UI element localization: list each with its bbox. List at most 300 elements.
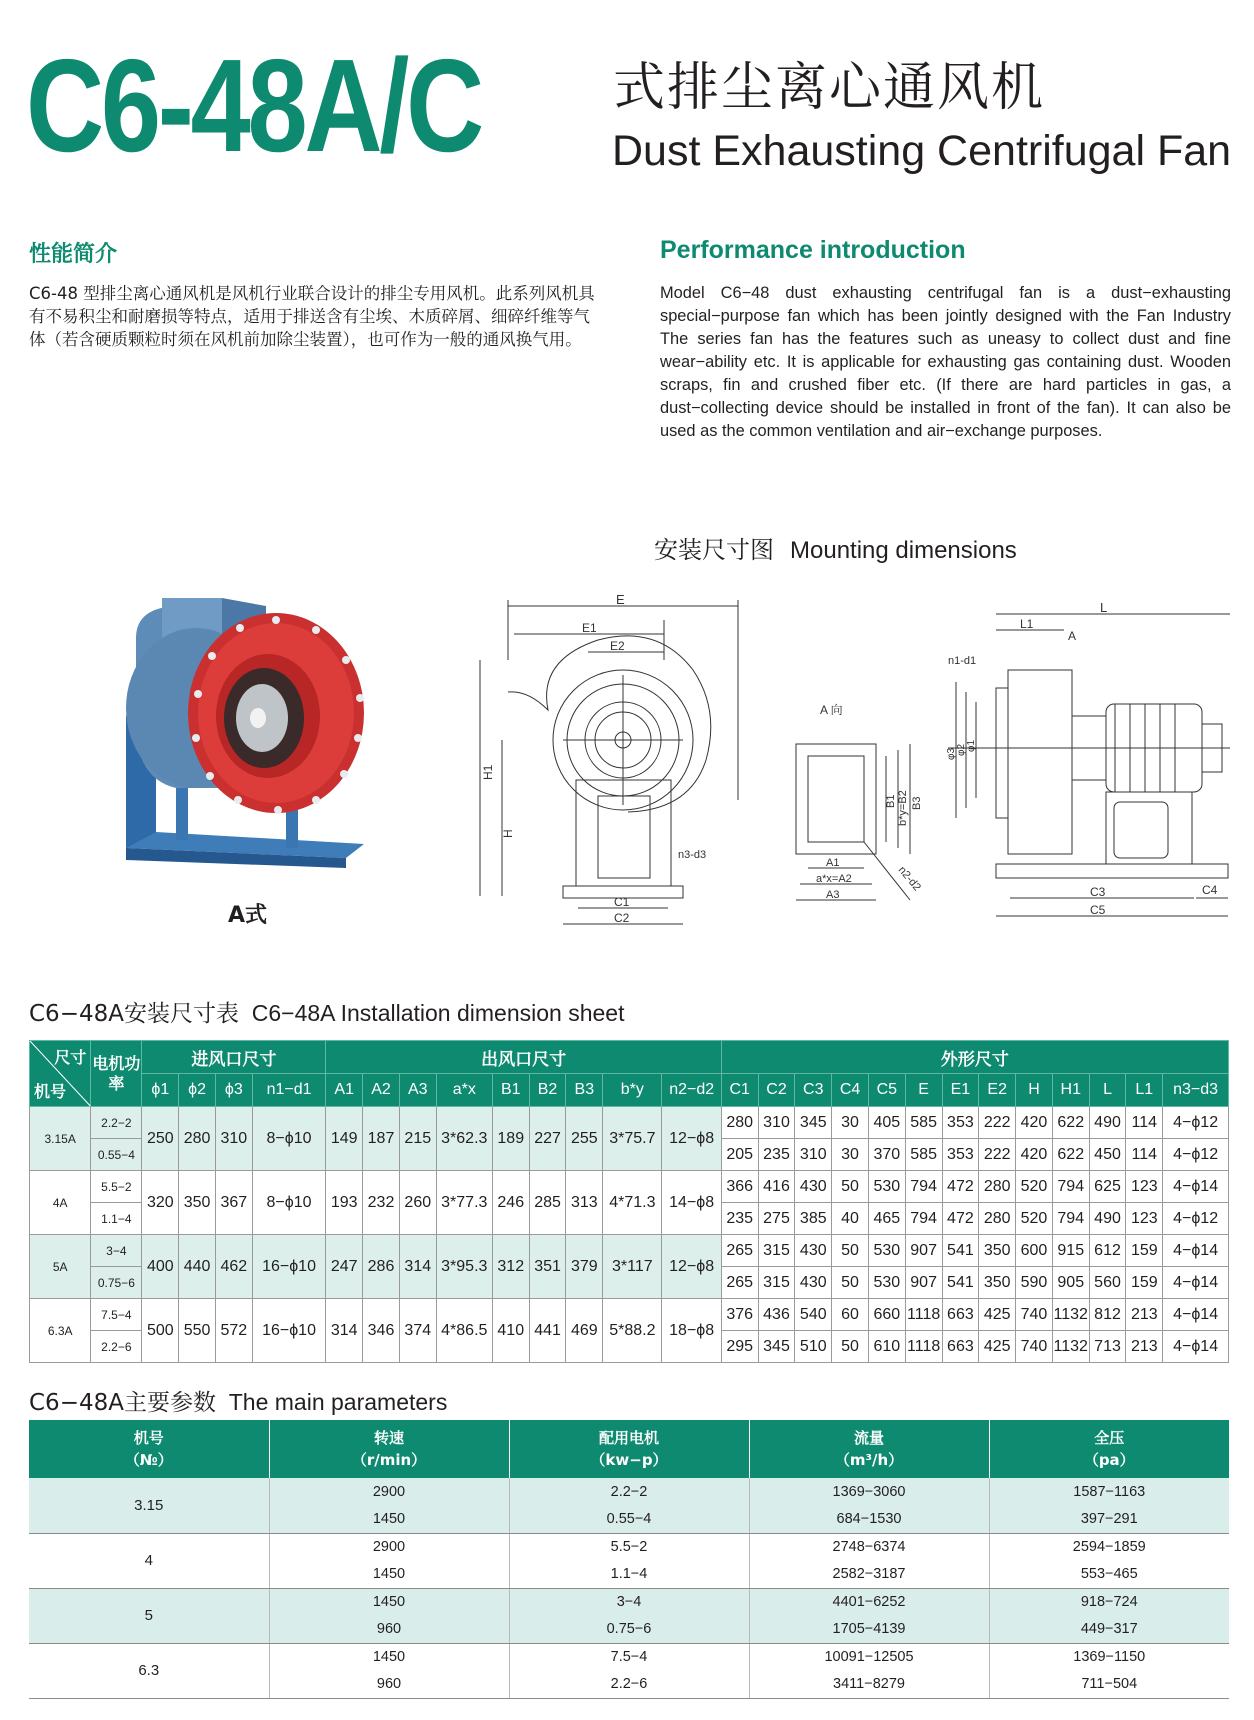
main-params-title-cn: C6−48A主要参数	[29, 1390, 216, 1416]
outlet-cell: 246	[492, 1171, 529, 1235]
outlet-cell: 374	[399, 1299, 436, 1363]
outline-cell: 50	[832, 1331, 869, 1363]
outline-cell: 50	[832, 1267, 869, 1299]
inlet-cell: 462	[215, 1235, 252, 1299]
params-cell: 1369−1150	[1073, 1649, 1146, 1665]
inlet-col-header: ϕ1	[142, 1074, 179, 1107]
params-col-header	[509, 1420, 749, 1478]
side-view-drawing	[940, 600, 1235, 930]
title-english: Dust Exhausting Centrifugal Fan	[612, 127, 1232, 175]
outline-cell: 612	[1089, 1235, 1126, 1267]
outline-cell: 585	[905, 1139, 942, 1171]
inlet-cell: 400	[142, 1235, 179, 1299]
outline-cell: 713	[1089, 1331, 1126, 1363]
params-cell: 2900	[269, 1478, 509, 1506]
outlet-cell: 351	[529, 1235, 566, 1299]
outline-cell: 530	[868, 1267, 905, 1299]
params-cell: 10091−12505	[749, 1643, 989, 1671]
outline-cell: 794	[1052, 1171, 1089, 1203]
outline-cell: 490	[1089, 1107, 1126, 1139]
outlet-cell: 260	[399, 1171, 436, 1235]
params-cell: 960	[269, 1671, 509, 1699]
model-cell: 5A	[30, 1235, 91, 1299]
table-row	[30, 1299, 1229, 1331]
outline-cell: 222	[979, 1107, 1016, 1139]
outline-cell: 310	[795, 1139, 832, 1171]
outline-cell: 520	[1016, 1171, 1053, 1203]
outline-cell: 420	[1016, 1107, 1053, 1139]
outline-cell: 465	[868, 1203, 905, 1235]
params-cell: 1450	[269, 1643, 509, 1671]
inlet-cell: 440	[179, 1235, 216, 1299]
outline-cell: 430	[795, 1267, 832, 1299]
main-params-title	[29, 1384, 447, 1417]
outlet-cell: 3*95.3	[436, 1235, 492, 1299]
outline-col-header: H1	[1052, 1074, 1089, 1107]
table-row	[29, 1643, 1229, 1671]
params-cell: 4401−6252	[749, 1588, 989, 1616]
label-e1: E1	[582, 621, 597, 635]
outline-cell: 472	[942, 1171, 979, 1203]
outlet-cell: 14−ϕ8	[662, 1171, 721, 1235]
params-col-header-unit: （pa）	[1083, 1451, 1135, 1469]
outlet-cell: 149	[326, 1107, 363, 1171]
intro-text-cn: C6-48 型排尘离心通风机是风机行业联合设计的排尘专用风机。此系列风机具有不易积尘和耐磨损等特点，适用于排送含有尘埃、木质碎屑、细碎纤维等气体（若含硬质颗粒时须在风机前加除尘装置），也可作为一般的通风换气用。	[29, 284, 595, 349]
outline-cell: 425	[979, 1299, 1016, 1331]
outline-cell: 4−ϕ14	[1163, 1171, 1229, 1203]
outline-cell: 430	[795, 1235, 832, 1267]
outlet-col-header: B1	[492, 1074, 529, 1107]
label-arrow-a: A	[1068, 629, 1077, 643]
outlet-cell: 3*62.3	[436, 1107, 492, 1171]
params-model-cell: 5	[29, 1588, 269, 1643]
mounting-title-cn: 安装尺寸图	[654, 536, 774, 564]
outline-cell: 280	[979, 1171, 1016, 1203]
inlet-cell: 8−ϕ10	[252, 1107, 326, 1171]
outline-cell: 1132	[1052, 1299, 1089, 1331]
outline-cell: 610	[868, 1331, 905, 1363]
outlet-col-header: b*y	[603, 1074, 662, 1107]
params-cell: 1.1−4	[509, 1561, 749, 1589]
intro-text-en: Model C6−48 dust exhausting centrifugal fan is a dust−exhausting special−purpose fan which has been jointly designed with the Fan Industry The series fan has the features such as uneasy to collect dust and fine wear−ability etc. It is applicable for exhausting gas containing dust. Wooden scraps, fin and crushed fiber etc. (If there are hard particles in gas, a dust−collecting device should be installed in front of the fan). It can also be used as the common ventilation and air−exchange purposes.	[660, 284, 1231, 440]
label-c5: C5	[1090, 903, 1106, 917]
params-cell: 2594−1859	[1072, 1539, 1146, 1555]
outlet-cell: 215	[399, 1107, 436, 1171]
outlet-cell: 18−ϕ8	[662, 1299, 721, 1363]
outline-cell: 4−ϕ12	[1163, 1203, 1229, 1235]
label-phi3: φ3	[946, 747, 957, 760]
model-title: C6-48A/C	[26, 32, 481, 179]
outlet-cell: 312	[492, 1235, 529, 1299]
dimension-sheet-title-en: C6−48A Installation dimension sheet	[251, 1000, 625, 1026]
params-cell: 397−291	[989, 1506, 1229, 1534]
params-cell: 2582−3187	[749, 1561, 989, 1589]
power-cell: 3−4	[91, 1235, 142, 1267]
params-cell: 2.2−6	[509, 1671, 749, 1699]
outline-col-header: C1	[721, 1074, 758, 1107]
inlet-cell: 8−ϕ10	[252, 1171, 326, 1235]
intro-heading-cn: 性能简介	[29, 242, 118, 267]
params-cell: 2900	[269, 1533, 509, 1561]
params-col-header-cn: 配用电机	[598, 1429, 659, 1447]
title-chinese: 式排尘离心通风机	[613, 58, 1046, 118]
inlet-cell: 250	[142, 1107, 179, 1171]
inlet-cell: 550	[179, 1299, 216, 1363]
inlet-cell: 500	[142, 1299, 179, 1363]
outline-cell: 353	[942, 1139, 979, 1171]
dimension-sheet-title-cn: C6−48A安装尺寸表	[29, 1001, 239, 1027]
params-cell: 5.5−2	[509, 1533, 749, 1561]
outline-cell: 50	[832, 1235, 869, 1267]
outline-cell: 213	[1126, 1299, 1163, 1331]
outline-cell: 123	[1126, 1171, 1163, 1203]
power-cell: 0.55−4	[91, 1139, 142, 1171]
inlet-col-header: n1−d1	[252, 1074, 326, 1107]
outline-col-header: E1	[942, 1074, 979, 1107]
outline-cell: 585	[905, 1107, 942, 1139]
table-row	[29, 1533, 1229, 1561]
outline-cell: 740	[1016, 1331, 1053, 1363]
label-n1d1: n1-d1	[948, 655, 977, 667]
params-model-cell: 6.3	[29, 1643, 269, 1698]
outline-cell: 310	[758, 1107, 795, 1139]
outline-cell: 114	[1126, 1139, 1163, 1171]
outline-cell: 905	[1052, 1267, 1089, 1299]
table-row	[29, 1478, 1229, 1506]
motor-power-header: 电机功率	[91, 1041, 142, 1107]
params-cell: 2748−6374	[749, 1533, 989, 1561]
params-cell: 1705−4139	[749, 1616, 989, 1644]
params-cell: 7.5−4	[509, 1643, 749, 1671]
outlet-cell: 247	[326, 1235, 363, 1299]
outlet-group-header: 出风口尺寸	[326, 1041, 722, 1074]
outline-cell: 315	[758, 1267, 795, 1299]
model-cell: 6.3A	[30, 1299, 91, 1363]
params-cell: 960	[269, 1616, 509, 1644]
outline-cell: 4−ϕ14	[1163, 1331, 1229, 1363]
inlet-group-header: 进风口尺寸	[142, 1041, 326, 1074]
main-params-title-en: The main parameters	[228, 1389, 448, 1415]
params-cell: 553−465	[989, 1561, 1229, 1589]
outline-cell: 265	[721, 1235, 758, 1267]
outlet-cell: 189	[492, 1107, 529, 1171]
label-e: E	[616, 592, 625, 607]
params-cell: 1369−3060	[749, 1478, 989, 1506]
table-row	[30, 1107, 1229, 1139]
label-a1: A1	[826, 857, 840, 869]
outline-cell: 4−ϕ12	[1163, 1107, 1229, 1139]
dimension-table	[29, 1040, 1229, 1363]
label-h1: H1	[481, 764, 495, 780]
outline-cell: 345	[795, 1107, 832, 1139]
params-col-header	[269, 1420, 509, 1478]
outlet-cell: 346	[363, 1299, 400, 1363]
outlet-cell: 469	[566, 1299, 603, 1363]
table-row	[29, 1588, 1229, 1616]
outline-cell: 622	[1052, 1139, 1089, 1171]
outline-cell: 4−ϕ14	[1163, 1267, 1229, 1299]
params-cell: 918−724	[989, 1588, 1229, 1616]
outline-cell: 353	[942, 1107, 979, 1139]
outline-cell: 40	[832, 1203, 869, 1235]
outline-cell: 540	[795, 1299, 832, 1331]
label-a3: A3	[826, 889, 840, 901]
power-cell: 5.5−2	[91, 1171, 142, 1203]
fan-illustration	[116, 598, 416, 898]
outlet-cell: 5*88.2	[603, 1299, 662, 1363]
label-c1: C1	[614, 895, 630, 909]
outline-col-header: H	[1016, 1074, 1053, 1107]
params-cell: 3−4	[509, 1588, 749, 1616]
outline-cell: 50	[832, 1171, 869, 1203]
outlet-cell: 232	[363, 1171, 400, 1235]
outline-cell: 907	[905, 1235, 942, 1267]
outlet-cell: 313	[566, 1171, 603, 1235]
power-cell: 1.1−4	[91, 1203, 142, 1235]
inlet-col-header: ϕ2	[179, 1074, 216, 1107]
params-model-cell: 4	[29, 1533, 269, 1588]
outline-cell: 205	[721, 1139, 758, 1171]
outline-cell: 295	[721, 1331, 758, 1363]
dimension-sheet-title	[29, 995, 624, 1028]
params-col-header	[749, 1420, 989, 1478]
table-corner-header	[30, 1041, 91, 1107]
inlet-cell: 16−ϕ10	[252, 1299, 326, 1363]
label-b3: B3	[911, 796, 923, 810]
table-row	[30, 1235, 1229, 1267]
outlet-col-header: A1	[326, 1074, 363, 1107]
front-view-drawing	[468, 592, 768, 930]
power-cell: 7.5−4	[91, 1299, 142, 1331]
label-h: H	[501, 829, 515, 838]
params-col-header-cn: 转速	[373, 1429, 404, 1447]
power-cell: 0.75−6	[91, 1267, 142, 1299]
outlet-cell: 314	[399, 1235, 436, 1299]
label-view-a: A 向	[820, 703, 843, 717]
outline-cell: 213	[1126, 1331, 1163, 1363]
outline-cell: 385	[795, 1203, 832, 1235]
outlet-cell: 4*71.3	[603, 1171, 662, 1235]
label-n2d2: n2-d2	[895, 864, 923, 894]
outlet-col-header: n2−d2	[662, 1074, 721, 1107]
params-cell: 1587−1163	[989, 1478, 1229, 1506]
outline-cell: 530	[868, 1235, 905, 1267]
outline-cell: 907	[905, 1267, 942, 1299]
label-phi1: φ1	[966, 739, 977, 752]
outline-cell: 30	[832, 1139, 869, 1171]
outline-cell: 1118	[905, 1299, 942, 1331]
outlet-col-header: A2	[363, 1074, 400, 1107]
outlet-col-header: a*x	[436, 1074, 492, 1107]
label-phi2: φ2	[956, 743, 967, 756]
outline-cell: 350	[979, 1267, 1016, 1299]
inlet-col-header: ϕ3	[215, 1074, 252, 1107]
outline-cell: 315	[758, 1235, 795, 1267]
outline-cell: 520	[1016, 1203, 1053, 1235]
outline-col-header: n3−d3	[1163, 1074, 1229, 1107]
params-cell: 0.55−4	[509, 1506, 749, 1534]
outline-cell: 541	[942, 1267, 979, 1299]
outline-col-header: L	[1089, 1074, 1126, 1107]
params-cell: 1450	[269, 1588, 509, 1616]
outline-cell: 4−ϕ12	[1163, 1139, 1229, 1171]
outlet-cell: 12−ϕ8	[662, 1107, 721, 1171]
label-b1: B1	[885, 794, 897, 808]
label-c3: C3	[1090, 885, 1106, 899]
outlet-cell: 4*86.5	[436, 1299, 492, 1363]
outline-cell: 366	[721, 1171, 758, 1203]
column-header-row	[30, 1074, 1229, 1107]
outlet-cell: 379	[566, 1235, 603, 1299]
outline-col-header: L1	[1126, 1074, 1163, 1107]
corner-model-label: 机号	[34, 1082, 67, 1101]
outlet-cell: 441	[529, 1299, 566, 1363]
outline-col-header: E2	[979, 1074, 1016, 1107]
outline-cell: 622	[1052, 1107, 1089, 1139]
params-cell: 0.75−6	[509, 1616, 749, 1644]
label-c2: C2	[614, 911, 630, 925]
outlet-cell: 255	[566, 1107, 603, 1171]
power-cell: 2.2−2	[91, 1107, 142, 1139]
outline-cell: 280	[721, 1107, 758, 1139]
outlet-cell: 410	[492, 1299, 529, 1363]
outline-cell: 235	[758, 1139, 795, 1171]
outline-cell: 265	[721, 1267, 758, 1299]
outline-cell: 915	[1052, 1235, 1089, 1267]
params-col-header-cn: 全压	[1094, 1429, 1125, 1447]
outline-cell: 560	[1089, 1267, 1126, 1299]
outline-cell: 794	[905, 1171, 942, 1203]
outline-cell: 1118	[905, 1331, 942, 1363]
outline-group-header: 外形尺寸	[721, 1041, 1228, 1074]
outline-cell: 794	[905, 1203, 942, 1235]
outline-cell: 425	[979, 1331, 1016, 1363]
outline-cell: 235	[721, 1203, 758, 1235]
outline-col-header: C4	[832, 1074, 869, 1107]
params-cell: 449−317	[989, 1616, 1229, 1644]
outline-cell: 510	[795, 1331, 832, 1363]
params-col-header	[29, 1420, 269, 1478]
inlet-cell: 367	[215, 1171, 252, 1235]
inlet-cell: 280	[179, 1107, 216, 1171]
outlet-cell: 314	[326, 1299, 363, 1363]
outline-cell: 275	[758, 1203, 795, 1235]
params-header-row	[29, 1420, 1229, 1478]
outlet-cell: 227	[529, 1107, 566, 1171]
outline-cell: 530	[868, 1171, 905, 1203]
mounting-title-en: Mounting dimensions	[790, 537, 1017, 564]
outline-cell: 345	[758, 1331, 795, 1363]
outline-cell: 405	[868, 1107, 905, 1139]
outlet-cell: 285	[529, 1171, 566, 1235]
params-table-body	[29, 1478, 1229, 1698]
outlet-cell: 12−ϕ8	[662, 1235, 721, 1299]
outline-cell: 1132	[1052, 1331, 1089, 1363]
params-cell: 2.2−2	[509, 1478, 749, 1506]
outline-cell: 625	[1089, 1171, 1126, 1203]
outline-cell: 60	[832, 1299, 869, 1331]
mounting-title	[654, 530, 1017, 565]
outlet-cell: 3*117	[603, 1235, 662, 1299]
outline-cell: 4−ϕ14	[1163, 1235, 1229, 1267]
dimension-table-body	[30, 1107, 1229, 1363]
outline-cell: 350	[979, 1235, 1016, 1267]
outline-cell: 416	[758, 1171, 795, 1203]
main-params-table	[29, 1420, 1229, 1699]
inlet-cell: 16−ϕ10	[252, 1235, 326, 1299]
intro-heading-en: Performance introduction	[660, 236, 966, 264]
outline-cell: 740	[1016, 1299, 1053, 1331]
params-cell: 1450	[269, 1561, 509, 1589]
outline-cell: 812	[1089, 1299, 1126, 1331]
outline-cell: 159	[1126, 1235, 1163, 1267]
params-cell: 1450	[269, 1506, 509, 1534]
outline-cell: 660	[868, 1299, 905, 1331]
outline-cell: 590	[1016, 1267, 1053, 1299]
params-cell: 684−1530	[749, 1506, 989, 1534]
outlet-cell: 286	[363, 1235, 400, 1299]
outline-cell: 4−ϕ14	[1163, 1299, 1229, 1331]
params-col-header-unit: （m³/h）	[834, 1451, 904, 1469]
table-row	[30, 1171, 1229, 1203]
outlet-col-header: B2	[529, 1074, 566, 1107]
outline-cell: 159	[1126, 1267, 1163, 1299]
outline-cell: 30	[832, 1107, 869, 1139]
inlet-cell: 320	[142, 1171, 179, 1235]
params-col-header-cn: 机号	[133, 1429, 164, 1447]
label-e2: E2	[610, 639, 625, 653]
outline-cell: 472	[942, 1203, 979, 1235]
outline-cell: 222	[979, 1139, 1016, 1171]
outline-col-header: C5	[868, 1074, 905, 1107]
fan-type-label: A式	[228, 903, 268, 928]
corner-size-label: 尺寸	[54, 1048, 87, 1067]
outline-col-header: C2	[758, 1074, 795, 1107]
label-b2: b*y=B2	[897, 790, 909, 826]
inlet-cell: 572	[215, 1299, 252, 1363]
outline-cell: 490	[1089, 1203, 1126, 1235]
outline-cell: 663	[942, 1331, 979, 1363]
outline-cell: 450	[1089, 1139, 1126, 1171]
outlet-col-header: A3	[399, 1074, 436, 1107]
outlet-cell: 3*77.3	[436, 1171, 492, 1235]
outline-cell: 370	[868, 1139, 905, 1171]
outline-cell: 376	[721, 1299, 758, 1331]
outlet-cell: 3*75.7	[603, 1107, 662, 1171]
outline-cell: 794	[1052, 1203, 1089, 1235]
outline-cell: 436	[758, 1299, 795, 1331]
inlet-cell: 310	[215, 1107, 252, 1171]
outline-cell: 541	[942, 1235, 979, 1267]
params-col-header-cn: 流量	[853, 1429, 884, 1447]
outline-cell: 420	[1016, 1139, 1053, 1171]
label-l: L	[1100, 600, 1108, 615]
params-model-cell: 3.15	[29, 1478, 269, 1533]
outline-cell: 280	[979, 1203, 1016, 1235]
model-cell: 3.15A	[30, 1107, 91, 1171]
params-col-header-unit: （r/min）	[351, 1451, 427, 1469]
params-cell: 3411−8279	[749, 1671, 989, 1699]
label-l1: L1	[1020, 617, 1034, 631]
params-col-header-unit: （№）	[124, 1451, 173, 1469]
label-n3d3: n3-d3	[678, 849, 707, 861]
label-c4: C4	[1202, 883, 1218, 897]
outline-cell: 663	[942, 1299, 979, 1331]
params-col-header-unit: （kw−p）	[590, 1451, 668, 1469]
params-cell: 711−504	[989, 1671, 1229, 1699]
outline-cell: 114	[1126, 1107, 1163, 1139]
params-col-header	[989, 1420, 1229, 1478]
